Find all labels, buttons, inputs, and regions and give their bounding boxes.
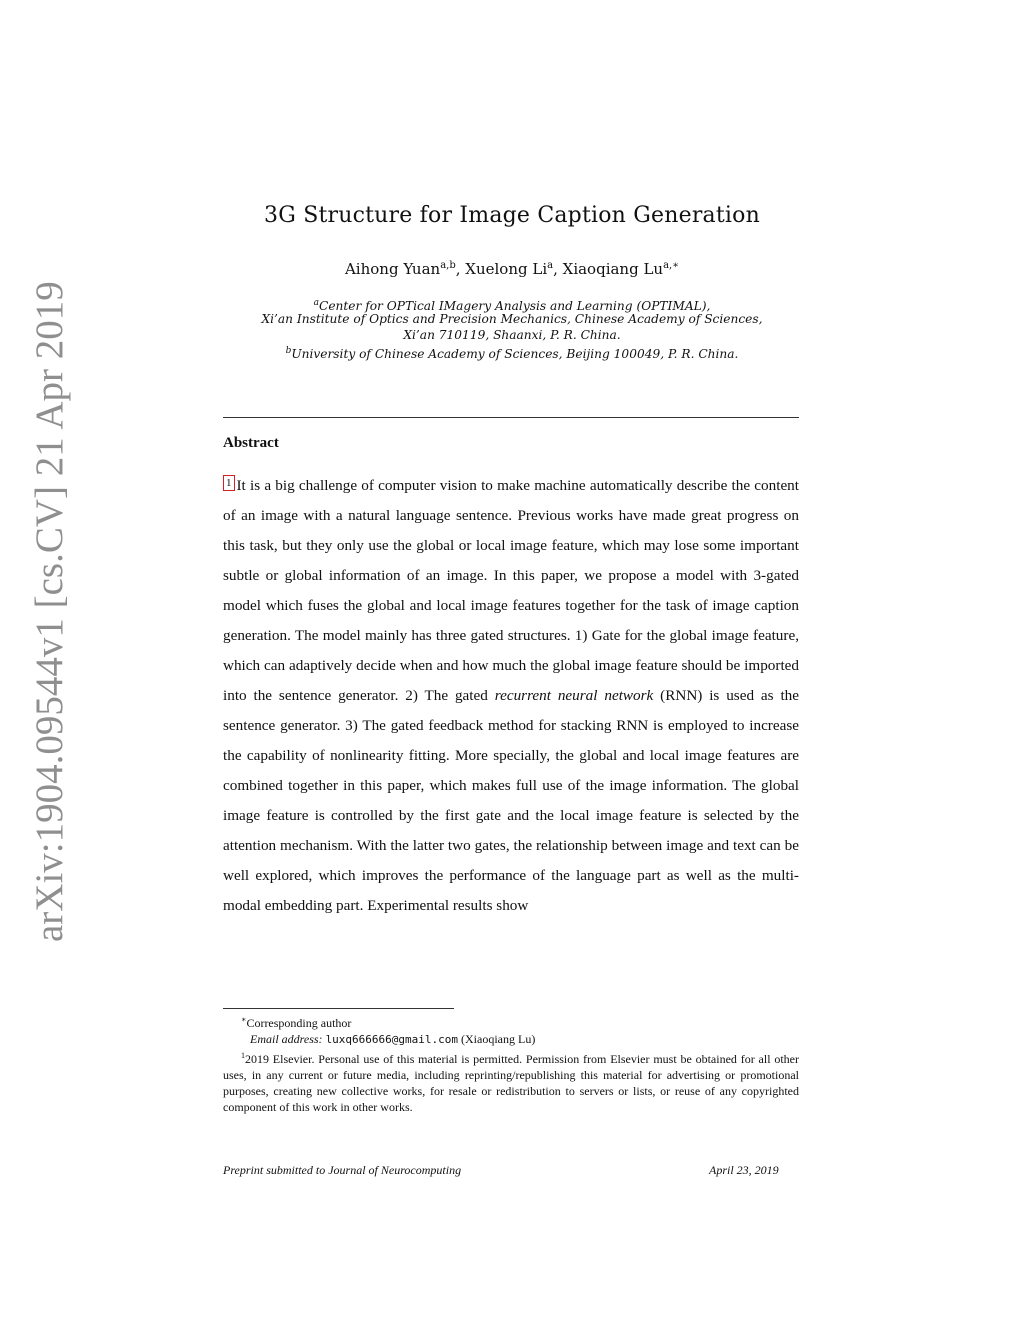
affiliation-text: Xi’an 710119, Shaanxi, P. R. China. <box>403 328 621 342</box>
corresponding-text: Corresponding author <box>246 1016 352 1030</box>
abstract-body <box>223 471 799 921</box>
author-list: Aihong Yuan$^{a,b}$, Xuelong Li$^a$, Xiaoqiang $Lu^{a,∗}$ <box>344 260 680 278</box>
abstract-italic-term: recurrent neural network <box>494 687 654 704</box>
affiliation-sup: b <box>285 346 292 356</box>
affiliation-text: Xi’an Institute of Optics and Precision Mechanics, Chinese Academy of Sciences, <box>261 312 763 326</box>
author-affiliation-sup: a,∗ <box>663 260 680 271</box>
copyright-text: 2019 Elsevier. Personal use of this material is permitted. Permission from Elsevier must be obtained for all other uses, in any current or future media, including reprinting/republishing this material for advertising or promotional purposes, creating new collective works, for resale or redistribution to servers or lists, or reuse of any copyrighted component of this work in other works. <box>223 1052 799 1114</box>
copyright-footnote <box>223 1048 799 1115</box>
email-owner: (Xiaoqiang Lu) <box>461 1032 536 1046</box>
author-name: Aihong Yuan <box>344 260 441 278</box>
abstract-text: It is a big challenge of computer vision to make machine automatically describe the content of an image with a natural language sentence. Previous works have made great progress on this task, but they only use the global or local image feature, which may lose some important subtle or global information of an image. In this paper, we propose a model with 3-gated model which fuses the global and local image features together for the task of image caption generation. The model mainly has three gated structures. 1) Gate for the global image feature, which can adaptively decide when and how much the global image feature should be imported into the sentence generator. 2) The gated <box>223 477 799 704</box>
author-affiliation-sup: a,b <box>440 260 456 271</box>
abstract-divider <box>223 417 799 418</box>
author-affiliation-sup: a <box>547 260 554 271</box>
affiliation-sup: a <box>313 298 320 308</box>
affiliation-text: Center for OPTical IMagery Analysis and Learning (OPTIMAL), <box>319 299 711 314</box>
arxiv-identifier: arXiv:1904.09544v1 [cs.CV] 21 Apr 2019 <box>28 281 71 942</box>
footnote-link[interactable]: 1 <box>223 475 235 491</box>
abstract-text: (RNN) is used as the sentence generator. 3) The gated feedback method for stacking RNN is employed to increase the capability of nonlinearity fitting. More specially, the global and local image features are combined together in this paper, which makes full use of the image information. The global image feature is controlled by the first gate and the local image feature is selected by the attention mechanism. With the latter two gates, the relationship between image and text can be well explored, which improves the performance of the language part as well as the multi-modal embedding part. Experimental results show <box>223 687 799 914</box>
affiliation-line <box>0 327 1024 343</box>
footnote-divider <box>223 1008 454 1009</box>
preprint-note: Preprint submitted to Journal of Neurocomputing <box>223 1163 462 1177</box>
footnote-sup: ∗ <box>241 1015 247 1024</box>
abstract-heading: Abstract <box>223 435 279 451</box>
footnotes <box>223 1012 799 1115</box>
affiliation-text: University of Chinese Academy of Sciences, Beijing 100049, P. R. China. <box>291 347 739 362</box>
preprint-date: April 23, 2019 <box>709 1163 779 1177</box>
author-name: Xiaoqiang Lu <box>562 260 664 278</box>
affiliation-line <box>0 311 1024 327</box>
author-name: Xuelong Li <box>465 260 548 278</box>
affiliation-line <box>0 343 1024 362</box>
email-label: Email address: <box>250 1032 323 1046</box>
paper-title: 3G Structure for Image Caption Generation <box>264 203 760 228</box>
footnote-sup: 1 <box>241 1051 245 1060</box>
email-footnote <box>223 1031 799 1048</box>
email-link[interactable]: luxq666666@gmail.com <box>325 1033 459 1046</box>
corresponding-footnote <box>223 1012 799 1031</box>
